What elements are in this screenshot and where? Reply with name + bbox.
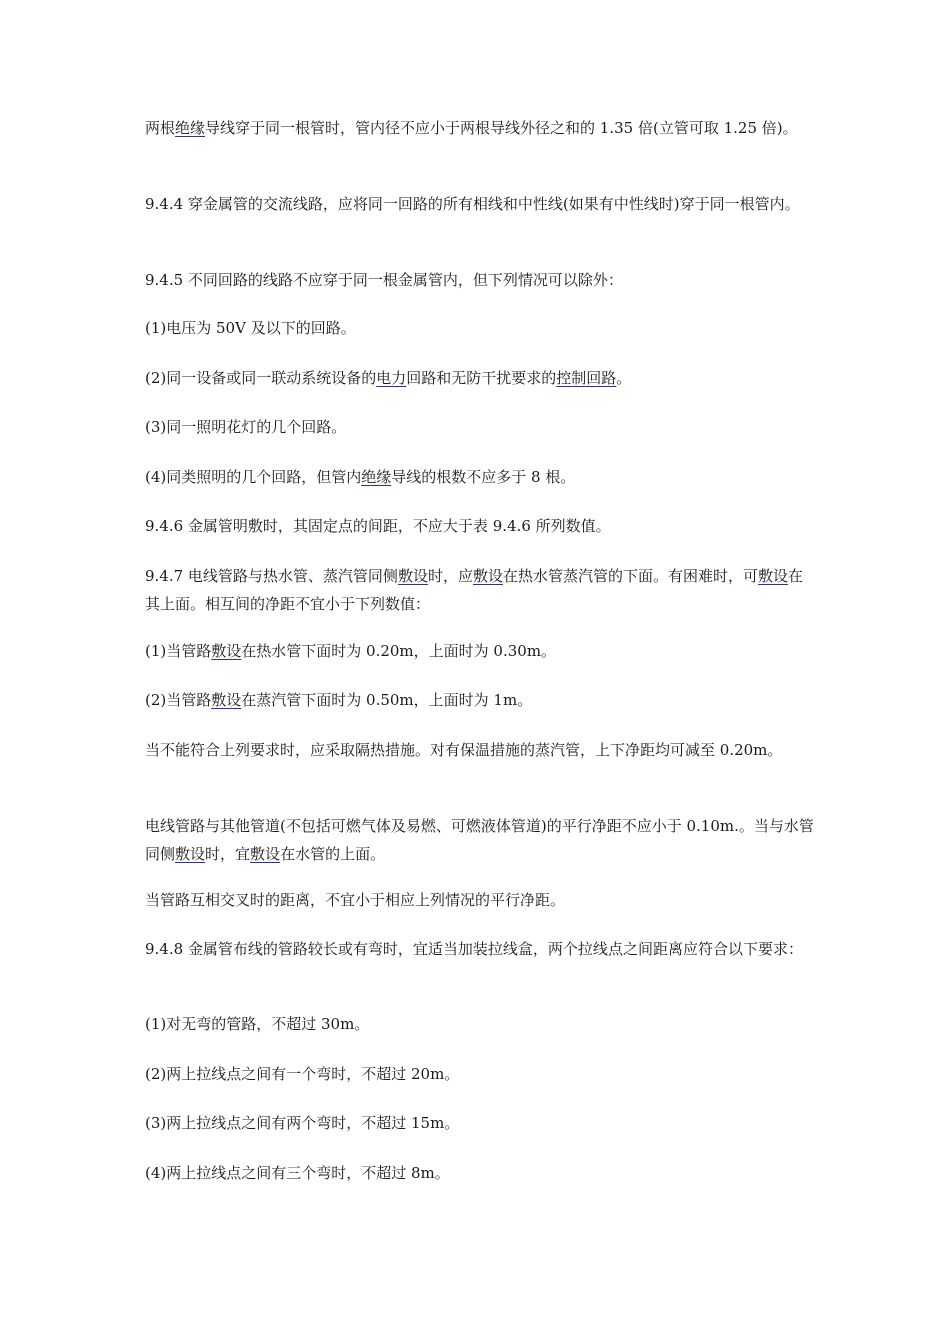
text: 。 (616, 369, 632, 387)
paragraph (145, 1060, 817, 1088)
paragraph (145, 266, 817, 294)
paragraph (145, 562, 817, 618)
text: 当管路互相交叉时的距离，不宜小于相应上列情况的平行净距。 (145, 891, 566, 909)
text: (4)同类照明的几个回路，但管内 (145, 468, 362, 486)
text: 9.4.7 电线管路与热水管、蒸汽管同侧 (145, 567, 398, 585)
link-laying[interactable]: 敷设 (175, 845, 206, 863)
text: (2)同一设备或同一联动系统设备的 (145, 369, 377, 387)
paragraph (145, 637, 817, 665)
paragraph (145, 463, 817, 491)
paragraph (145, 512, 817, 540)
text: (3)同一照明花灯的几个回路。 (145, 418, 347, 436)
text: 9.4.8 金属管布线的管路较长或有弯时，宜适当加装拉线盒，两个拉线点之间距离应符合以下要求： (145, 940, 803, 958)
paragraph (145, 413, 817, 441)
link-laying[interactable]: 敷设 (211, 642, 242, 660)
link-laying[interactable]: 敷设 (250, 845, 281, 863)
paragraph (145, 1109, 817, 1137)
text: 时，应 (427, 567, 473, 585)
text: (3)两上拉线点之间有两个弯时，不超过 15m。 (145, 1114, 460, 1132)
paragraph (145, 812, 817, 868)
link-laying[interactable]: 敷设 (758, 567, 789, 585)
paragraph (145, 886, 817, 914)
link-laying[interactable]: 敷设 (397, 567, 428, 585)
link-control-circuit[interactable]: 控制回路 (556, 369, 617, 387)
text: 两根 (145, 119, 176, 137)
text: (4)两上拉线点之间有三个弯时，不超过 8m。 (145, 1164, 450, 1182)
text: (1)当管路 (145, 642, 212, 660)
text: 时，宜 (205, 845, 251, 863)
text: (1)对无弯的管路，不超过 30m。 (145, 1015, 370, 1033)
text: 电线管路与其他管道(不包括可燃气体及易燃、可燃液体管道)的平行净距不应小于 0.10m.。当与水管同侧 (145, 817, 814, 863)
paragraph (145, 1159, 817, 1187)
text: 在蒸汽管下面时为 0.50m，上面时为 1m。 (241, 691, 533, 709)
paragraph (145, 190, 817, 218)
text: 9.4.4 穿金属管的交流线路，应将同一回路的所有相线和中性线(如果有中性线时)穿于同一根管内。 (145, 195, 800, 213)
text: (2)两上拉线点之间有一个弯时，不超过 20m。 (145, 1065, 460, 1083)
text: 在其上面。相互间的净距不宜小于下列数值： (145, 567, 804, 613)
paragraph (145, 686, 817, 714)
link-power[interactable]: 电力 (376, 369, 407, 387)
text: 在水管的上面。 (280, 845, 386, 863)
text: 当不能符合上列要求时，应采取隔热措施。对有保温措施的蒸汽管，上下净距均可减至 0.20m。 (145, 741, 783, 759)
paragraph (145, 114, 817, 142)
text: 回路和无防干扰要求的 (406, 369, 557, 387)
paragraph (145, 364, 817, 392)
text: 在热水管蒸汽管的下面。有困难时，可 (502, 567, 758, 585)
paragraph (145, 935, 817, 963)
paragraph (145, 1010, 817, 1038)
text: (2)当管路 (145, 691, 212, 709)
text: (1)电压为 50V 及以下的回路。 (145, 319, 356, 337)
text: 在热水管下面时为 0.20m，上面时为 0.30m。 (241, 642, 557, 660)
link-insulation[interactable]: 绝缘 (361, 468, 392, 486)
link-laying[interactable]: 敷设 (472, 567, 503, 585)
paragraph (145, 314, 817, 342)
text: 9.4.6 金属管明敷时，其固定点的间距，不应大于表 9.4.6 所列数值。 (145, 517, 611, 535)
link-laying[interactable]: 敷设 (211, 691, 242, 709)
text: 导线的根数不应多于 8 根。 (391, 468, 576, 486)
paragraph (145, 736, 817, 764)
text: 9.4.5 不同回路的线路不应穿于同一根金属管内，但下列情况可以除外： (145, 271, 623, 289)
link-insulation[interactable]: 绝缘 (175, 119, 206, 137)
text: 导线穿于同一根管时，管内径不应小于两根导线外径之和的 1.35 倍(立管可取 1.25 倍)。 (205, 119, 798, 137)
